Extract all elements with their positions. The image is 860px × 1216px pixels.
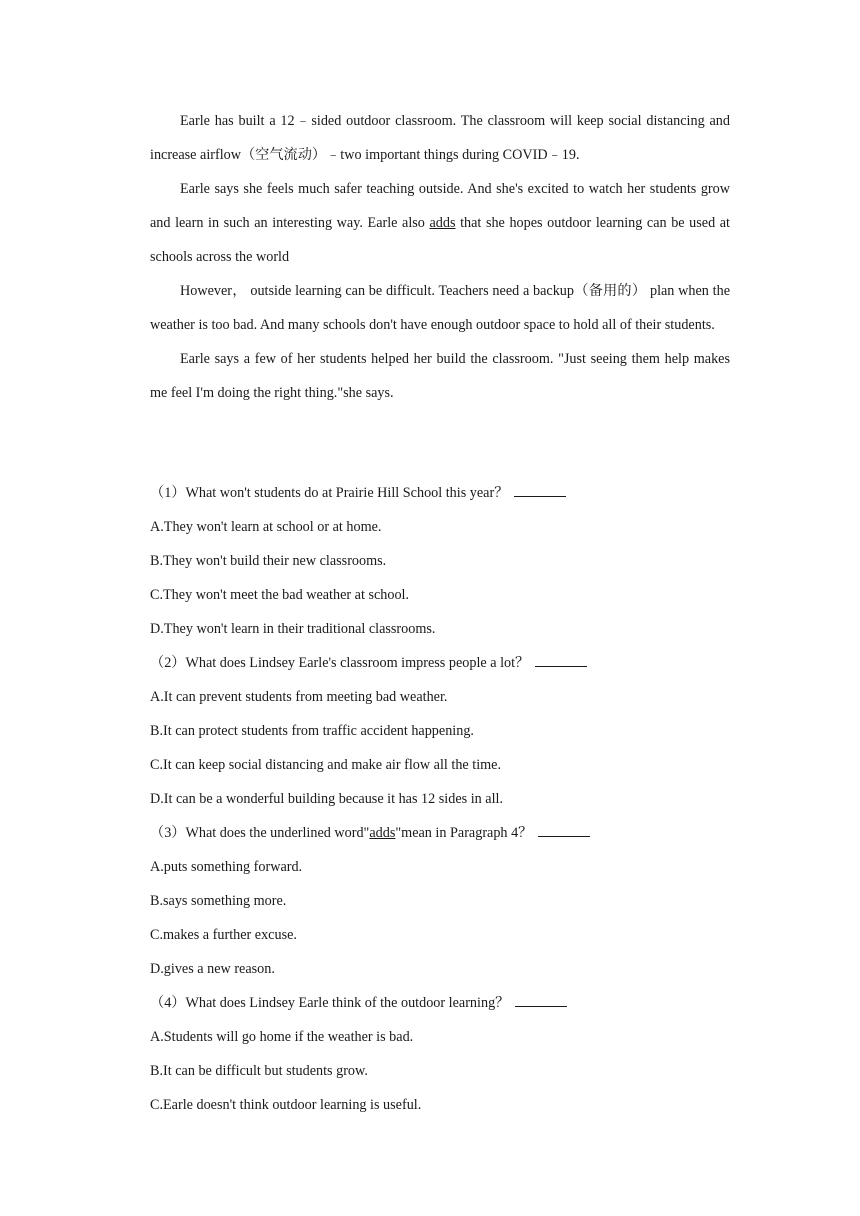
option-c: C.Earle doesn't think outdoor learning is useful.: [150, 1097, 422, 1113]
question-stem: [150, 986, 750, 1020]
question-text: What does the underlined word": [185, 825, 370, 841]
underlined-word: adds: [369, 825, 396, 841]
question-text: What does Lindsey Earle think of the outdoor learning？: [185, 995, 510, 1011]
question-number: （1）: [150, 485, 186, 501]
answer-blank[interactable]: [538, 822, 590, 837]
option-d: D.gives a new reason.: [150, 961, 275, 977]
question-stem: [150, 476, 750, 510]
paragraph-text: However， outside learning can be difficult. Teachers need a backup（备用的） plan when the weather is too bad. And many schools don't have enough outdoor space to hold all of their students.: [150, 283, 730, 333]
paragraph-text: Earle says a few of her students helped her build the classroom. "Just seeing them help makes me feel I'm doing the right thing."she says.: [150, 351, 730, 401]
option-b: B.They won't build their new classrooms.: [150, 553, 387, 569]
option-d: D.It can be a wonderful building because it has 12 sides in all.: [150, 791, 504, 807]
question-number: （2）: [150, 655, 186, 671]
paragraph-text: Earle says she feels much safer teaching outside. And she's excited to watch her students grow and learn in such an interesting way. Earle also: [150, 181, 730, 231]
option-c: C.They won't meet the bad weather at school.: [150, 587, 410, 603]
option-c: C.makes a further excuse.: [150, 927, 297, 943]
question-stem: [150, 646, 750, 680]
option-d: D.They won't learn in their traditional classrooms.: [150, 621, 436, 637]
answer-blank[interactable]: [514, 482, 566, 497]
option-a: A.They won't learn at school or at home.: [150, 519, 382, 535]
passage-paragraph-3: [150, 274, 730, 342]
question-stem: [150, 816, 750, 850]
reading-passage: [150, 104, 730, 410]
underlined-word: adds: [429, 215, 456, 231]
paragraph-text: that she hopes outdoor learning can be used at schools across the world: [150, 215, 731, 265]
option-b: B.It can protect students from traffic accident happening.: [150, 723, 474, 739]
option-b: B.says something more.: [150, 893, 287, 909]
passage-paragraph-4: [150, 342, 730, 410]
passage-paragraph-2: [150, 172, 730, 274]
question-number: （3）: [150, 825, 186, 841]
passage-paragraph-1: [150, 104, 730, 172]
question-text: What does Lindsey Earle's classroom impress people a lot？: [185, 655, 530, 671]
option-c: C.It can keep social distancing and make air flow all the time.: [150, 757, 502, 773]
answer-blank[interactable]: [515, 992, 567, 1007]
question-text: "mean in Paragraph 4？: [395, 825, 533, 841]
option-b: B.It can be difficult but students grow.: [150, 1063, 368, 1079]
option-a: A.puts something forward.: [150, 859, 303, 875]
question-list: [150, 476, 750, 1122]
question-text: What won't students do at Prairie Hill School this year？: [185, 485, 509, 501]
option-a: A.Students will go home if the weather is bad.: [150, 1029, 414, 1045]
paragraph-text: Earle has built a 12﹣sided outdoor classroom. The classroom will keep social distancing and increase airflow（空气流动）﹣two important things during COVID﹣19.: [150, 113, 730, 163]
option-a: A.It can prevent students from meeting bad weather.: [150, 689, 448, 705]
answer-blank[interactable]: [535, 652, 587, 667]
question-number: （4）: [150, 995, 186, 1011]
